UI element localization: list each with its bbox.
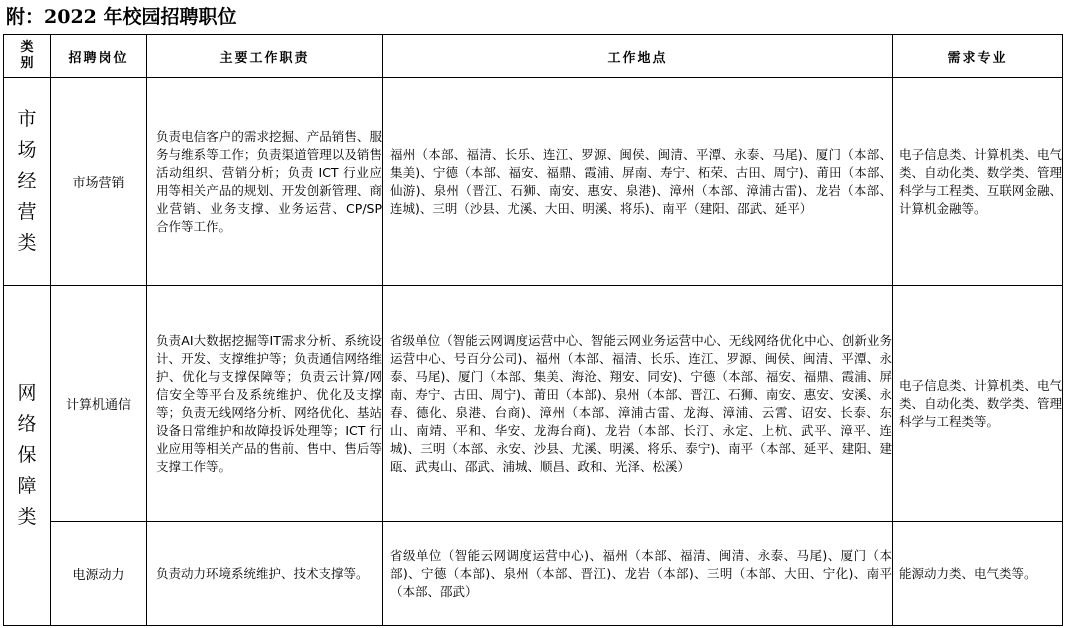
duties-cell: 负责电信客户的需求挖掘、产品销售、服务与维系等工作；负责渠道管理以及销售活动组织、营销分析；负责 ICT 行业应用等相关产品的规划、开发创新管理、商业营销、业务支撑、业务运营、CP/SP 合作等工作。	[147, 78, 383, 286]
header-location: 工作地点	[383, 35, 893, 78]
table-row	[4, 522, 1063, 626]
jobs-table	[3, 34, 1063, 626]
header-duties: 主要工作职责	[147, 35, 383, 78]
position-cell: 电源动力	[51, 522, 147, 626]
category-text: 市场经营类	[17, 108, 37, 254]
header-category-text: 类别	[20, 40, 34, 71]
header-category	[4, 35, 51, 78]
location-cell: 省级单位（智能云网调度运营中心、智能云网业务运营中心、无线网络优化中心、创新业务运营中心、号百分公司)、福州（本部、福清、长乐、连江、罗源、闽侯、闽清、平潭、永泰、马尾)、厦门（本部、集美、海沧、翔安、同安)、宁德（本部、福安、福鼎、霞浦、屏南、寿宁、古田、周宁)、莆田（本部)、泉州（本部、晋江、石狮、南安、惠安、安溪、永春、德化、泉港、台商)、漳州（本部、漳浦古雷、龙海、漳浦、云霄、诏安、长泰、东山、南靖、平和、华安、龙海台商)、龙岩（本部、长汀、永定、上杭、武平、漳平、连城)、三明（本部、永安、沙县、尤溪、明溪、将乐、泰宁)、南平（本部、延平、建阳、建瓯、武夷山、邵武、浦城、顺昌、政和、光泽、松溪）	[383, 286, 893, 522]
duties-cell: 负责AI大数据挖掘等IT需求分析、系统设计、开发、支撑维护等；负责通信网络维护、优化与支撑保障等；负责云计算/网信安全等平台及系统维护、优化及支撑等；负责无线网络分析、网络优化、基站设备日常维护和故障投诉处理等；ICT 行业应用等相关产品的售前、售中、售后等支撑工作等。	[147, 286, 383, 522]
table-header-row	[4, 35, 1063, 78]
header-position: 招聘岗位	[51, 35, 147, 78]
majors-cell: 能源动力类、电气类等。	[893, 522, 1063, 626]
header-majors: 需求专业	[893, 35, 1063, 78]
category-cell-market	[4, 78, 51, 286]
table-row	[4, 78, 1063, 286]
category-cell-network	[4, 286, 51, 626]
category-text: 网络保障类	[17, 382, 37, 528]
position-cell: 市场营销	[51, 78, 147, 286]
majors-cell: 电子信息类、计算机类、电气类、自动化类、数学类、管理科学与工程类等。	[893, 286, 1063, 522]
majors-cell: 电子信息类、计算机类、电气类、自动化类、数学类、管理科学与工程类、互联网金融、计算机金融等。	[893, 78, 1063, 286]
location-cell: 福州（本部、福清、长乐、连江、罗源、闽侯、闽清、平潭、永泰、马尾)、厦门（本部、集美)、宁德（本部、福安、福鼎、霞浦、屏南、寿宁、柘荣、古田、周宁)、莆田（本部、仙游)、泉州（晋江、石狮、南安、惠安、泉港)、漳州（本部、漳浦古雷)、龙岩（本部、连城)、三明（沙县、尤溪、大田、明溪、将乐)、南平（建阳、邵武、延平）	[383, 78, 893, 286]
duties-cell: 负责动力环境系统维护、技术支撑等。	[147, 522, 383, 626]
position-cell: 计算机通信	[51, 286, 147, 522]
page-title: 附：2022 年校园招聘职位	[6, 6, 237, 28]
table-row	[4, 286, 1063, 522]
location-cell: 省级单位（智能云网调度运营中心)、福州（本部、福清、闽清、永泰、马尾)、厦门（本部)、宁德（本部)、泉州（本部、晋江)、龙岩（本部)、三明（本部、大田、宁化)、南平（本部、邵武）	[383, 522, 893, 626]
